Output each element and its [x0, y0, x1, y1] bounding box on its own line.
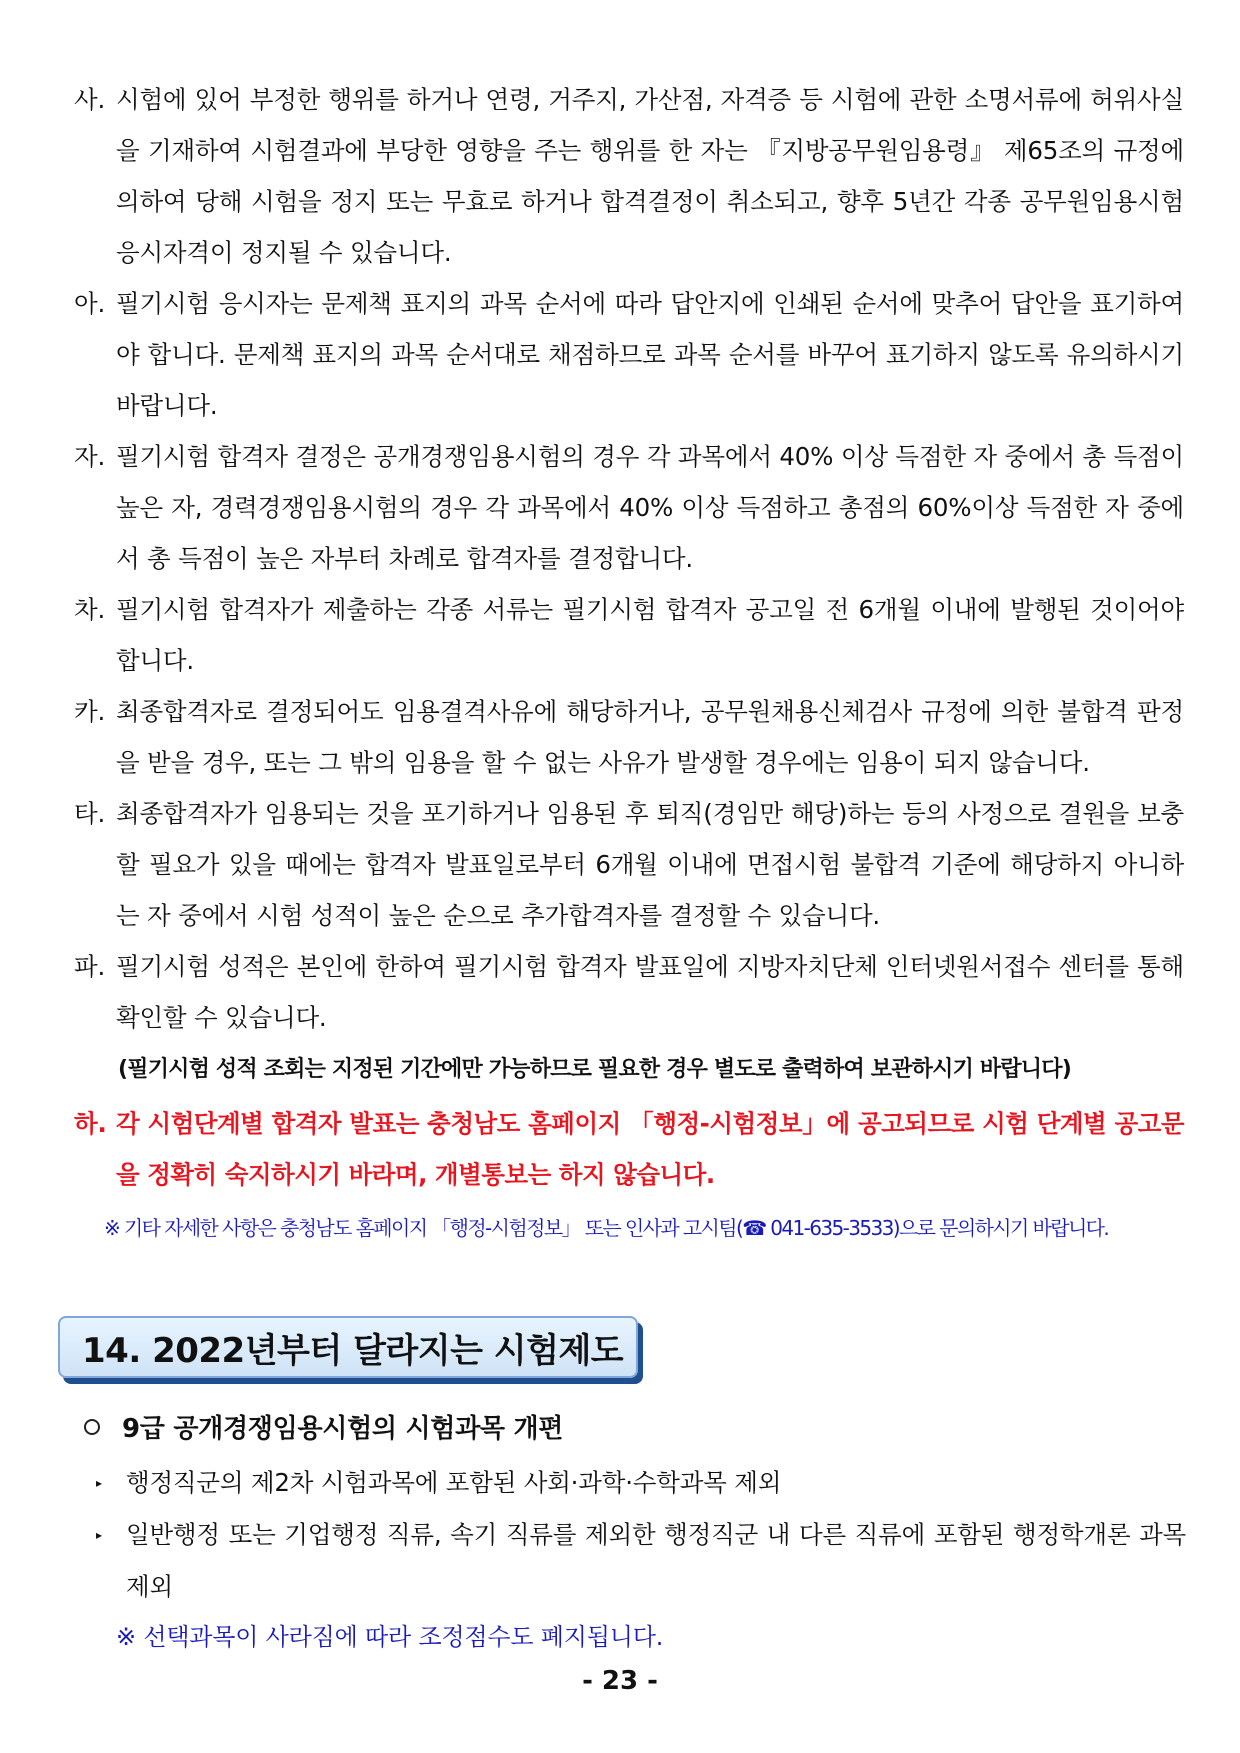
item-text: 필기시험 응시자는 문제책 표지의 과목 순서에 따라 답안지에 인쇄된 순서에 맞추어 답안을 표기하여야 합니다. 문제책 표지의 과목 순서대로 채점하므로 과목 순서를 바꾸어 표기하지 않도록 유의하시기 바랍니다. — [116, 289, 1184, 420]
item-marker: 자. — [74, 442, 106, 471]
list-item — [96, 1509, 1186, 1613]
item-marker: 하. — [74, 1109, 107, 1138]
item-marker: 파. — [74, 952, 106, 981]
item-marker: 차. — [74, 595, 106, 624]
subsection-heading — [84, 1408, 1184, 1445]
score-inquiry-note: (필기시험 성적 조회는 지정된 기간에만 가능하므로 필요한 경우 별도로 출력하여 보관하시기 바랍니다) — [118, 1057, 1071, 1082]
list-item — [74, 686, 1184, 788]
item-marker: 아. — [74, 289, 106, 318]
item-text: 시험에 있어 부정한 행위를 하거나 연령, 거주지, 가산점, 자격증 등 시험에 관한 소명서류에 허위사실을 기재하여 시험결과에 부당한 영향을 주는 행위를 한 자는 『지방공무원임용령』 제65조의 규정에 의하여 당해 시험을 정지 또는 무효로 하거나 합격결정이 취소되고, 향후 5년간 각종 공무원임용시험 응시자격이 정지될 수 있습니다. — [116, 85, 1184, 267]
item-text: 필기시험 합격자가 제출하는 각종 서류는 필기시험 합격자 공고일 전 6개월 이내에 발행된 것이어야 합니다. — [116, 595, 1184, 675]
triangle-bullet-icon: ▸ — [96, 1476, 102, 1490]
item-text: 최종합격자가 임용되는 것을 포기하거나 임용된 후 퇴직(경임만 해당)하는 등의 사정으로 결원을 보충할 필요가 있을 때에는 합격자 발표일로부터 6개월 이내에 면접시험 불합격 기준에 해당하지 아니하는 자 중에서 시험 성적이 높은 순으로 추가합격자를 결정할 수 있습니다. — [116, 799, 1184, 930]
bullet-text: 일반행정 또는 기업행정 직류, 속기 직류를 제외한 행정직군 내 다른 직류에 포함된 행정학개론 과목 제외 — [126, 1520, 1186, 1601]
bullet-text: 행정직군의 제2차 시험과목에 포함된 사회·과학·수학과목 제외 — [126, 1468, 782, 1497]
list-item — [96, 1457, 1186, 1509]
list-item — [74, 278, 1184, 431]
page-number: - 23 - — [582, 1666, 658, 1696]
contact-note: ※ 기타 자세한 사항은 충청남도 홈페이지 「행정-시험정보」 또는 인사과 고시팀(☎ 041-635-3533)으로 문의하시기 바랍니다. — [104, 1216, 1109, 1240]
change-list — [96, 1457, 1186, 1613]
notice-items — [74, 74, 1184, 1043]
item-marker: 타. — [74, 799, 106, 828]
list-item — [74, 941, 1184, 1043]
list-item — [74, 431, 1184, 584]
item-text: 각 시험단계별 합격자 발표는 충청남도 홈페이지 「행정-시험정보」에 공고되므로 시험 단계별 공고문을 정확히 숙지하시기 바라며, 개별통보는 하지 않습니다. — [116, 1109, 1184, 1189]
item-text: 필기시험 성적은 본인에 한하여 필기시험 합격자 발표일에 지방자치단체 인터넷원서접수 센터를 통해 확인할 수 있습니다. — [116, 952, 1184, 1032]
item-text: 최종합격자로 결정되어도 임용결격사유에 해당하거나, 공무원채용신체검사 규정에 의한 불합격 판정을 받을 경우, 또는 그 밖의 임용을 할 수 없는 사유가 발생할 경우에는 임용이 되지 않습니다. — [116, 697, 1184, 777]
item-text: 필기시험 합격자 결정은 공개경쟁임용시험의 경우 각 과목에서 40% 이상 득점한 자 중에서 총 득점이 높은 자, 경력경쟁임용시험의 경우 각 과목에서 40% 이상 득점하고 총점의 60%이상 득점한 자 중에서 총 득점이 높은 자부터 차례로 합격자를 결정합니다. — [116, 442, 1184, 573]
list-item — [74, 74, 1184, 278]
list-item — [74, 584, 1184, 686]
list-item — [74, 788, 1184, 941]
triangle-bullet-icon: ▸ — [96, 1528, 102, 1542]
subsection-title: 9급 공개경쟁임용시험의 시험과목 개편 — [122, 1414, 564, 1444]
adjusted-score-note: ※ 선택과목이 사라짐에 따라 조정점수도 폐지됩니다. — [116, 1623, 664, 1651]
item-marker: 카. — [74, 697, 106, 726]
circle-bullet-icon — [84, 1419, 100, 1435]
item-marker: 사. — [74, 85, 106, 114]
announcement-item — [74, 1098, 1184, 1200]
section-title: 14. 2022년부터 달라지는 시험제도 — [82, 1330, 624, 1371]
section-heading-box — [58, 1316, 638, 1378]
